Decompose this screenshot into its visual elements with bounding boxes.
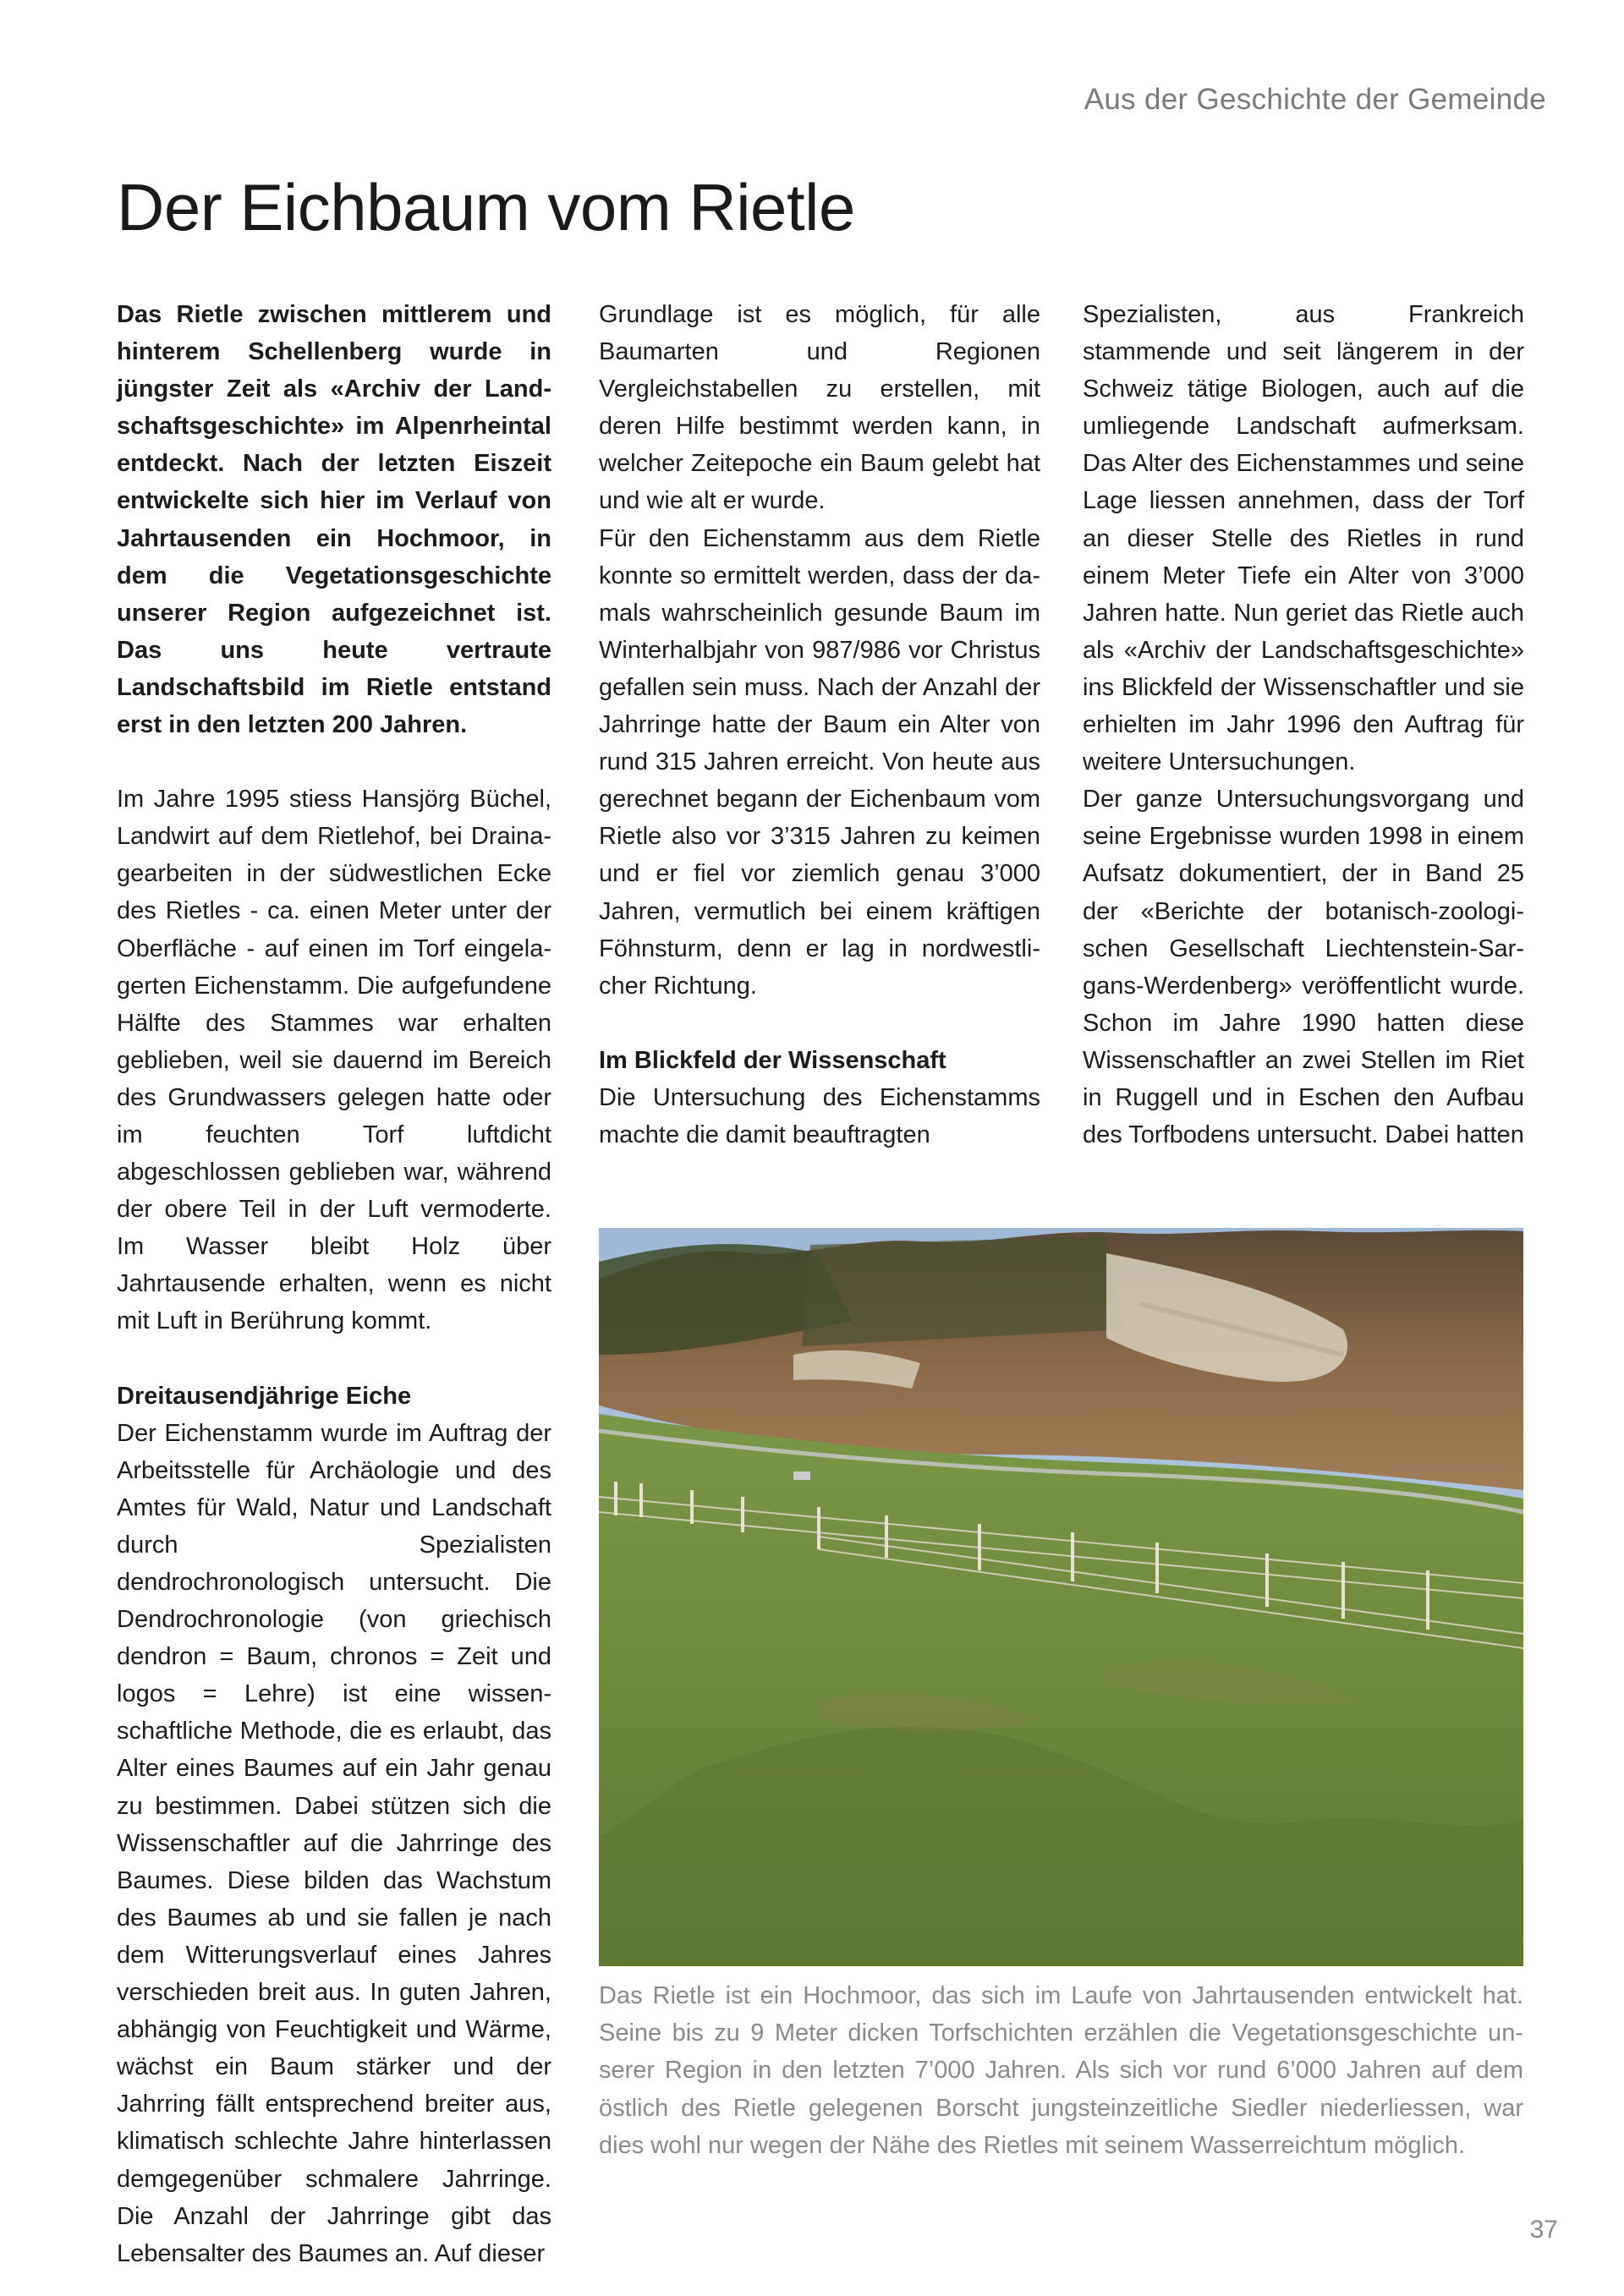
page-number: 37 [1529, 2216, 1558, 2244]
subheading-dreitausendjaehrige-eiche: Dreitausendjährige Eiche [117, 1382, 412, 1410]
body-paragraph-flow: Grundlage ist es möglich, für alle Baumarten und Regionen Vergleichstabellen zu erstellen, mit deren Hilfe bestimmt werden kann, in welcher Zeitepoche ein Baum gelebt hat und wie alt er wurde. [599, 301, 1040, 515]
body-paragraph: Die Untersuchung des Eichenstamms machte die damit beauftragten [599, 1083, 1040, 1148]
subheading-im-blickfeld: Im Blickfeld der Wissenschaft [599, 1046, 946, 1074]
body-paragraph: Spezialisten, aus Frankreich stammende und seit längerem in der Schweiz tätige Biologen, auch auf die umliegende Landschaft aufmerksam. Das Alter des Eichenstammes und seine Lage liessen annehmen, dass der Torf an dieser Stelle des Rietles in rund einem Meter Tiefe ein Alter von 3’000 Jahren hatte. Nun geriet das Rietle auch als «Archiv der Landschaftsgeschichte» ins Blickfeld der Wissenschaftler und sie erhielten im Jahr 1996 den Auftrag für weitere Untersuchungen. [1083, 301, 1524, 776]
column-2 [599, 296, 1040, 1153]
lead-paragraph: Das Rietle zwischen mittlerem und hinterem Schellenberg wurde in jüngster Zeit als «Archiv der Landschaftsgeschichte» im Alpenrheintal entdeckt. Nach der letzten Eiszeit entwickelte sich hier im Verlauf von Jahrtausenden ein Hochmoor, in dem die Vegetationsgeschichte unserer Region aufgezeichnet ist. Das uns heute vertraute Landschaftsbild im Rietle entstand erst in den letzten 200 Jahren. [117, 301, 551, 739]
article-title: Der Eichbaum vom Rietle [117, 170, 855, 244]
body-paragraph: Der ganze Untersuchungsvorgang und seine Ergebnisse wurden 1998 in einem Aufsatz dokumentiert, der in Band 25 der «Berichte der botanisch-zoologischen Gesellschaft Liechtenstein-Sargans-Werdenberg» veröffentlicht wurde. Schon im Jahre 1990 hatten diese Wissenschaftler an zwei Stellen im Riet in Ruggell und in Eschen den Aufbau des Torfbodens untersucht. Dabei hatten [1083, 786, 1524, 1149]
body-paragraph-flow: Der Eichenstamm wurde im Auftrag der Arbeitsstelle für Archäologie und des Amtes für Wald, Natur und Landschaft durch Spezialisten dendrochronologisch untersucht. Die Dendrochronologie (von griechisch dendron = Baum, chronos = Zeit und logos = Lehre) ist eine wissenschaftliche Methode, die es erlaubt, das Alter eines Baumes auf ein Jahr genau zu bestimmen. Dabei stützen sich die Wissenschaftler auf die Jahrringe des Baumes. Diese bilden das Wachstum des Baumes ab und sie fallen je nach dem Witterungsverlauf eines Jahres verschieden breit aus. In guten Jahren, abhängig von Feuchtigkeit und Wärme, wächst ein Baum stärker und der Jahrring fällt entsprechend breiter aus, klimatisch schlechte Jahre hinterlassen demgegenüber schmalere Jahrringe. Die Anzahl der Jahrringe gibt das Lebensalter des Baumes an. Auf dieser [117, 1419, 551, 2267]
body-paragraph: Im Jahre 1995 stiess Hansjörg Büchel, Landwirt auf dem Rietlehof, bei Drainagearbeiten in der südwestlichen Ecke des Rietles - ca. einen Meter unter der Oberfläche - auf einen im Torf eingelagerten Eichenstamm. Die aufgefundene Hälfte des Stammes war erhalten geblieben, weil sie dauernd im Bereich des Grundwassers gelegen hatte oder im feuchten Torf luftdicht abgeschlossen geblieben war, während der obere Teil in der Luft vermoderte. Im Wasser bleibt Holz über Jahrtausende erhalten, wenn es nicht mit Luft in Berührung kommt. [117, 786, 551, 1335]
running-header: Aus der Geschichte der Gemeinde [1084, 83, 1546, 116]
column-3 [1083, 296, 1524, 1153]
body-paragraph: Für den Eichenstamm aus dem Rietle konnte so ermittelt werden, dass der damals wahrscheinlich gesunde Baum im Winterhalbjahr von 987/986 vor Christus gefallen sein muss. Nach der Anzahl der Jahrringe hatte der Baum ein Alter von rund 315 Jahren erreicht. Von heute aus gerechnet begann der Eichenbaum vom Rietle also vor 3’315 Jahren zu keimen und er fiel vor ziemlich genau 3’000 Jahren, vermutlich bei einem kräftigen Föhnsturm, denn er lag in nordwestlicher Richtung. [599, 524, 1040, 1000]
column-1 [117, 296, 551, 2272]
photo-caption: Das Rietle ist ein Hochmoor, das sich im Laufe von Jahrtausenden entwickelt hat. Seine bis zu 9 Meter dicken Torfschichten erzählen die Vegetationsgeschichte unserer Region in den letzten 7’000 Jahren. Als sich vor rund 6’000 Jahren auf dem östlich des Rietle gelegenen Borscht jungsteinzeitliche Siedler niederliessen, war dies wohl nur wegen der Nähe des Rietles mit seinem Wasserreichtum möglich. [599, 1982, 1523, 2159]
meadow-photo [599, 1228, 1523, 1966]
